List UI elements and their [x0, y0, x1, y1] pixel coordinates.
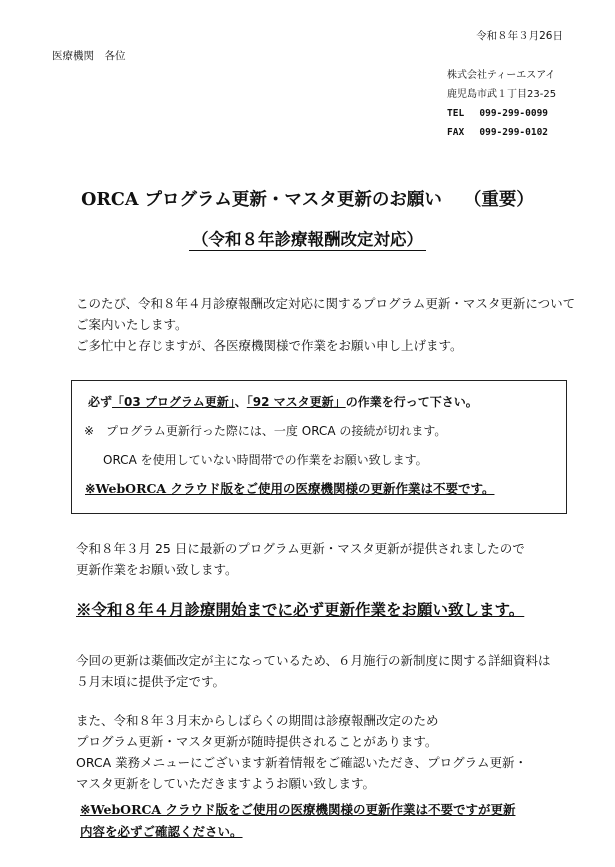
intro-line: このたび、令和８年４月診療報酬改定対応に関するプログラム更新・マスタ更新について: [76, 296, 576, 311]
info-line: また、令和８年３月末からしばらくの期間は診療報酬改定のため: [76, 713, 439, 728]
info-line: ORCA 業務メニューにございます新着情報をご確認いただき、プログラム更新・: [76, 755, 528, 770]
title-importance-tag: （重要）: [463, 190, 534, 210]
sender-fax: FAX 099-299-0102: [447, 127, 549, 138]
sender-address: 鹿児島市武１丁目23-25: [447, 89, 557, 100]
release-line: 令和８年３月 25 日に最新のプログラム更新・マスタ更新が提供されましたので: [76, 541, 525, 556]
release-line: 更新作業をお願い致します。: [76, 562, 238, 577]
title-main: ORCA プログラム更新・マスタ更新のお願い: [81, 190, 442, 210]
notice-suffix: の作業を行って下さい。: [345, 395, 478, 409]
intro-line: ご多忙中と存じますが、各医療機関様で作業をお願い申し上げます。: [76, 338, 463, 353]
document-subtitle: [0, 226, 615, 250]
notice-prefix: 必ず: [88, 395, 113, 409]
notice-connection-warning: ※ プログラム更新行った際には、一度 ORCA の接続が切れます。: [84, 424, 447, 438]
document-date: 令和８年３月26日: [476, 30, 563, 42]
recipient: 医療機関 各位: [52, 50, 126, 62]
update-line: ５月末頃に提供予定です。: [76, 674, 226, 689]
notice-master-update: 「92 マスタ更新」: [246, 395, 346, 409]
deadline-notice: ※令和８年４月診療開始までに必ず更新作業をお願い致します。: [76, 600, 525, 619]
notice-weborca-exempt: ※WebORCA クラウド版をご使用の医療機関様の更新作業は不要です。: [85, 481, 495, 496]
intro-line: ご案内いたします。: [76, 317, 188, 332]
release-paragraph: [76, 538, 525, 580]
document-title: [0, 186, 615, 211]
notice-timing-request: ORCA を使用していない時間帯での作業をお願い致します。: [103, 453, 428, 467]
notice-separator: 、: [234, 395, 247, 409]
footer-line: 内容を必ずご確認ください。: [80, 824, 243, 839]
footer-line: ※WebORCA クラウド版をご使用の医療機関様の更新作業は不要ですが更新: [80, 802, 516, 817]
update-line: 今回の更新は薬価改定が主になっているため、６月施行の新制度に関する詳細資料は: [76, 653, 551, 668]
notice-program-update: 「03 プログラム更新」: [112, 395, 235, 409]
notice-box: [71, 380, 567, 514]
notice-required-tasks: [88, 393, 478, 410]
subtitle-text: （令和８年診療報酬改定対応）: [189, 230, 426, 251]
sender-company: 株式会社ティーエスアイ: [447, 70, 556, 81]
intro-paragraph: [76, 293, 575, 356]
sender-tel: TEL 099-299-0099: [447, 108, 549, 119]
sender-block: [447, 66, 556, 142]
footer-weborca-note: [80, 799, 515, 843]
update-paragraph: [76, 650, 551, 692]
info-paragraph: [76, 710, 527, 794]
info-line: プログラム更新・マスタ更新が随時提供されることがあります。: [76, 734, 438, 749]
info-line: マスタ更新をしていただきますようお願い致します。: [76, 776, 376, 791]
